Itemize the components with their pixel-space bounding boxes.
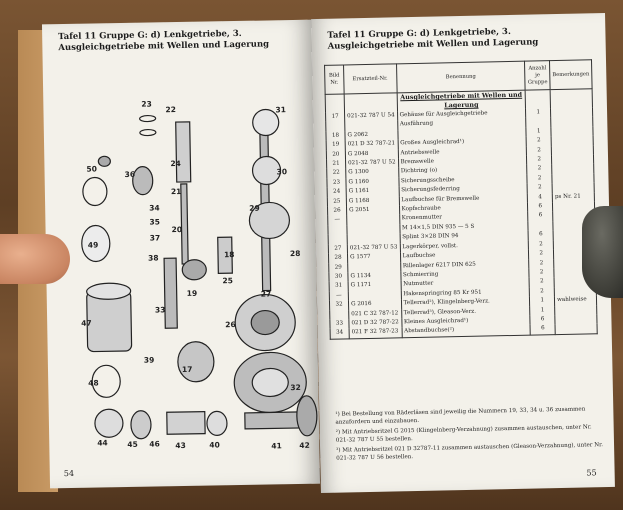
- cell-name: Tellerrad²), Klingelnberg-Verz.: [401, 297, 530, 309]
- callout-label: 45: [127, 439, 138, 449]
- cell-pos: 25: [327, 197, 346, 207]
- cell-name: Nutmutter: [401, 278, 530, 290]
- cell-part: 021 D 32 787-21: [345, 140, 398, 151]
- callout-label: 23: [141, 99, 152, 109]
- callout-label: 19: [186, 288, 198, 298]
- cell-qty: 6: [528, 202, 553, 212]
- cell-pos: 33: [330, 319, 349, 329]
- page-weight: [582, 206, 623, 298]
- cell-qty: 6: [530, 315, 555, 325]
- cell-name: Laufbuchse: [400, 250, 529, 262]
- cell-name: Ausführung: [397, 118, 526, 130]
- callout-label: 30: [276, 167, 288, 177]
- cell-name: Kopfschraube: [399, 203, 528, 215]
- column-header-pos: Bild Nr.: [325, 65, 345, 94]
- callout-label: 27: [260, 289, 272, 299]
- cell-part: 021 F 32 787-23: [349, 328, 402, 339]
- ring-40: [207, 411, 227, 435]
- callout-label: 38: [147, 253, 159, 263]
- left-page-number: 54: [63, 468, 75, 479]
- cell-pos: 26: [328, 206, 347, 216]
- callout-label: 44: [97, 438, 108, 448]
- cell-name: Kronenmutter: [399, 212, 528, 224]
- callout-label: 33: [154, 305, 166, 315]
- cell-pos: 24: [327, 188, 346, 198]
- callout-label: 34: [149, 203, 160, 213]
- cell-part: G 2048: [345, 149, 398, 160]
- cell-name: Tellerrad³), Gleason-Verz.: [401, 306, 530, 318]
- column-header-part: Ersatzteil-Nr.: [344, 64, 397, 94]
- cell-pos: 21: [327, 159, 346, 169]
- footnote: ²) Mit Antriebsritzel G 2015 (Klingelnberg-Verzahnung) zusammen austauschen, unter Nr. 021-32 787 U 55 bestellen.: [335, 424, 592, 444]
- cell-pos: 31: [329, 282, 348, 292]
- callout-label: 39: [143, 355, 155, 365]
- cell-rem: ps Nr. 21: [552, 192, 594, 202]
- left-page-header: Tafel 11 Gruppe G: d) Lenkgetriebe, 3. Ausgleichgetriebe mit Wellen und Lagerung: [58, 28, 270, 54]
- cell-pos: 34: [330, 329, 349, 339]
- callout-label: 31: [275, 105, 287, 115]
- exploded-parts-diagram: [43, 60, 320, 465]
- cell-name: Hakenspringring 85 Kr 951: [401, 287, 530, 299]
- cell-part: G 1577: [347, 252, 400, 263]
- callout-label: 28: [289, 248, 301, 259]
- callout-label: 46: [149, 439, 160, 449]
- cell-name: Sicherungsfederring: [399, 184, 528, 196]
- callout-label: 21: [170, 186, 182, 197]
- bearing-44: [95, 409, 123, 437]
- cell-name: Bremswelle: [398, 156, 527, 168]
- callout-label: 48: [88, 378, 99, 388]
- cell-rem: wahlweise: [555, 295, 597, 305]
- part-45: [131, 411, 151, 439]
- cell-pos: 28: [328, 254, 347, 264]
- cell-qty: [526, 118, 551, 128]
- cell-qty: 2: [529, 240, 554, 250]
- cell-pos: [328, 235, 347, 245]
- drive-shaft: [181, 184, 188, 264]
- cell-part: G 1160: [346, 177, 399, 188]
- callout-label: 29: [249, 203, 260, 213]
- callout-label: 43: [175, 440, 186, 451]
- callout-label: 24: [170, 158, 181, 169]
- cell-qty: 6: [528, 230, 553, 240]
- cell-qty: 6: [530, 324, 555, 334]
- seal-ring-23: [140, 115, 156, 121]
- parts-table: [324, 59, 598, 339]
- cell-name: Laufbuchse für Bremswelle: [399, 193, 528, 205]
- cell-part: G 1168: [346, 196, 399, 207]
- cell-qty: 2: [529, 277, 554, 287]
- callout-label: 20: [171, 224, 183, 235]
- cell-qty: [528, 221, 553, 231]
- shaft-33: [164, 258, 177, 328]
- callout-label: 47: [81, 318, 92, 328]
- bevel-gear-36: [132, 166, 152, 194]
- column-header-name: Benennung: [396, 61, 525, 93]
- callout-label: 35: [149, 217, 160, 227]
- column-header-qty: Anzahl je Gruppe: [525, 61, 550, 91]
- cell-qty: 1: [526, 127, 551, 137]
- cell-pos: —: [328, 216, 347, 226]
- callout-label: 42: [299, 440, 310, 450]
- callout-label: 49: [87, 240, 99, 250]
- cell-qty: 1: [526, 108, 551, 118]
- cell-qty: 2: [527, 183, 552, 193]
- callout-label: 32: [290, 382, 301, 393]
- seal-ring-22: [140, 129, 156, 135]
- washer-50: [83, 177, 107, 205]
- footnote: ³) Mit Antriebsritzel 021 D 32787-11 zusammen austauschen (Gleason-Verzahnung), unter Nr. 021-32 787 U 56 bestellen.: [336, 442, 604, 462]
- cell-part: 021-32 787 U 53: [347, 243, 400, 254]
- cell-name: Sicherungsscheibe: [398, 174, 527, 186]
- callout-label: 41: [271, 441, 282, 451]
- cell-pos: 30: [329, 272, 348, 282]
- cell-pos: 29: [329, 263, 348, 273]
- cell-name: Abstandbuchse(²): [402, 325, 531, 338]
- callout-label: 37: [149, 233, 161, 243]
- callout-label: 17: [181, 364, 193, 374]
- cell-part: G 2016: [348, 299, 401, 310]
- callout-label: 36: [124, 169, 136, 179]
- cell-pos: [328, 225, 347, 235]
- cell-part: 021 D 32 787-22: [349, 318, 402, 329]
- pinion-42: [296, 396, 317, 436]
- cell-rem: [555, 324, 597, 335]
- cell-qty: 6: [528, 212, 553, 222]
- cell-pos: 20: [326, 150, 345, 160]
- cell-pos: 17: [326, 112, 345, 122]
- cell-qty: 2: [530, 287, 555, 297]
- cell-name: Splint 3×28 DIN 94: [400, 231, 529, 243]
- cell-pos: 27: [328, 244, 347, 254]
- cell-part: G 1300: [346, 168, 399, 179]
- footnote: ¹) Bei Bestellung von Räderläsen sind jeweilig die Nummern 19, 33, 34 u. 36 zusammen anzufordern und einzubauen.: [335, 406, 586, 426]
- cell-qty: 2: [526, 136, 551, 146]
- cell-part: 021 C 32 787-12: [349, 309, 402, 320]
- cell-qty: 2: [529, 268, 554, 278]
- cell-part: G 2051: [347, 205, 400, 216]
- cell-part: 021-32 787 U 52: [346, 158, 399, 169]
- cell-pos: —: [329, 291, 348, 301]
- cell-name: M 14×1,5 DIN 935 — 5 S: [399, 222, 528, 234]
- cell-name: Dichtring (o): [398, 165, 527, 177]
- cell-pos: 18: [326, 131, 345, 141]
- section-title: Ausgleichgetriebe mit Wellen und Lagerung: [397, 90, 526, 111]
- callout-label: 25: [222, 276, 233, 286]
- cell-pos: 23: [327, 178, 346, 188]
- gear-17: [178, 341, 215, 382]
- left-page: [42, 20, 320, 489]
- cell-name: Gehäuse für Ausgleichgetriebe: [397, 109, 526, 121]
- column-header-remarks: Bemerkungen: [550, 60, 593, 90]
- cell-qty: 2: [529, 259, 554, 269]
- cell-qty: 1: [530, 296, 555, 306]
- right-page-header: Tafel 11 Gruppe G: d) Lenkgetriebe, 3. Ausgleichgetriebe mit Wellen und Lagerung: [327, 26, 539, 52]
- small-part-50: [98, 156, 110, 166]
- cell-part: G 2062: [345, 130, 398, 141]
- cell-qty: 2: [527, 165, 552, 175]
- cell-qty: 2: [527, 174, 552, 184]
- right-page-number: 55: [586, 468, 597, 478]
- cell-name: Lagerkörper, vollst.: [400, 240, 529, 252]
- callout-label: 22: [165, 105, 176, 115]
- cell-part: 021-32 787 U 54: [345, 111, 398, 122]
- cell-qty: 2: [529, 249, 554, 259]
- cell-part: G 1171: [348, 281, 401, 292]
- cell-name: Rillenlager 6217 DIN 625: [400, 259, 529, 271]
- callout-label: 40: [209, 440, 220, 450]
- footnotes: [335, 405, 604, 465]
- cell-name: Antriebswelle: [398, 146, 527, 158]
- gear-19: [182, 260, 206, 280]
- cell-pos: 22: [327, 169, 346, 179]
- callout-label: 50: [86, 164, 98, 174]
- cell-part: G 1134: [348, 271, 401, 282]
- cell-pos: [330, 310, 349, 320]
- cell-qty: 1: [530, 306, 555, 316]
- cell-pos: [326, 122, 345, 132]
- callout-label: 26: [225, 320, 236, 330]
- bushing-43: [167, 412, 205, 435]
- right-page: [311, 13, 615, 493]
- holding-thumb: [0, 234, 70, 284]
- brake-shaft: [176, 122, 191, 182]
- callout-label: 18: [223, 250, 235, 260]
- cell-name: Kleines Ausgleichrad¹): [401, 316, 530, 328]
- cell-name: Schmierring: [400, 269, 529, 281]
- cell-part: G 1161: [346, 187, 399, 198]
- cell-qty: 2: [527, 146, 552, 156]
- cell-qty: 2: [527, 155, 552, 165]
- housing-47: [87, 291, 132, 352]
- cell-qty: 4: [528, 193, 553, 203]
- cell-pos: 32: [329, 301, 348, 311]
- cell-pos: 19: [326, 141, 345, 151]
- cell-name: Großes Ausgleichrad¹): [398, 137, 527, 149]
